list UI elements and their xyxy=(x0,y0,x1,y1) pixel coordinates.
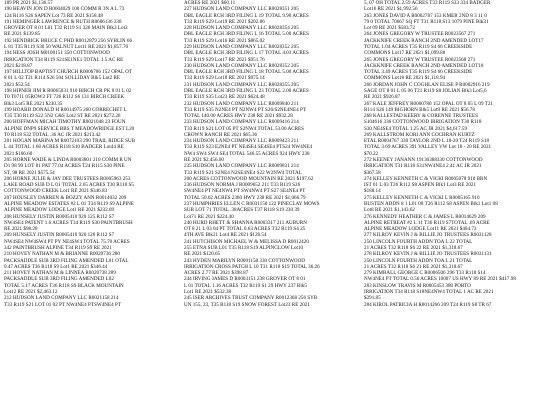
listing-line: DBL EAGLE RCH 3RD FILING L 16 TOTAL 5.00 ACRES xyxy=(184,31,309,38)
listing-line: IST 01 L 03 T26 R112 S8 ASPEN Blk1 Lot3 RE 2021 xyxy=(364,182,477,189)
listing-line: 245 ISER ARCHIVES TRUST COMPANY R0012368 256 SYB xyxy=(184,295,318,302)
listing-line: Lot16 RE 2021 $1,992.56 xyxy=(364,6,418,13)
listing-line: SAGE OT 8 01 L 05 06 T21 R119 S8 JOLIAN Blk3 Lot5,6 xyxy=(364,87,487,94)
listing-line: 21 ACRES T32 R118 S6 22 RE 2021 $1,318.67 xyxy=(364,244,463,251)
listing-line: TOTAL 5.17 ACRES T36 R118 S9 BLACK MOUNTAIN xyxy=(4,282,124,289)
listing-line: IRRIGATION CROSS PATCH L 10 T31 R118 S19 TOTAL 36.26 xyxy=(184,263,320,270)
listing-line: NW4SE4 PATENT 1.6 ACRES T34 R119 S30 PAINTBRUSH xyxy=(4,219,133,226)
listing-line: T33 R119 S21 LOT 01 02 PT NW4NE4 PTSW4NE4 PT xyxy=(4,301,121,308)
listing-line: 197 HILLTOP BAPTIST CHURCH R0006706 152 OPAL OT xyxy=(4,69,133,76)
listing-line: UN 155, 23, T35 R118 S19 SNOW FOREST Lot23 RE 2021 xyxy=(184,301,310,308)
listing-line: ETAL R0004767 330 TAYLOR 2ND L 18-20 T24 R119 S18 xyxy=(364,138,490,145)
listing-line: 250 LINCOLN FOURTH ADDN TOA L 21 TOTAL xyxy=(364,257,473,264)
listing-line: 267 KALE JEFFREY R0060780 152 OPAL OT 8 05 L 09 T21 xyxy=(364,100,493,107)
listing-line: RE 2021 $139.85 xyxy=(4,31,41,38)
listing-line: T0 T0711 05ROW2 FT 726 R112 S6 131 BIRCH CREEK xyxy=(4,94,125,101)
listing-line: 2021 $166.60 xyxy=(4,150,33,157)
listing-line: JACKKNIFE CREEK RANCH 2ND AMENDED LOT17 xyxy=(364,37,484,44)
listing-column-2 xyxy=(184,0,354,400)
listing-line: 265 JONES GREGORY W TRUSTEE R0023568 271 xyxy=(364,56,476,63)
listing-line: Lot71 RE 2021 $224.40 xyxy=(184,213,234,220)
listing-line: 240 HURD RHETT & SHANNA R0003317 211 AUBURN xyxy=(184,219,307,226)
listing-line: SUB LOT 71 TOTAL .38ACRES T37 R118 S19 230 39 xyxy=(184,207,300,214)
listing-line: 236 HUDSON NORMA J R0009652 211 T33 R119 S26 xyxy=(184,182,301,189)
listing-line: 79 0 TOTAL 70667 SQ FT T31 R118 S13 1079 PINE Blk31 xyxy=(364,18,489,25)
listing-line: TOTAL 50.02 ACRES 2360 HWY 238 RE 2021 $1,066.79 xyxy=(184,194,306,201)
listing-line: 2021 $218.87 xyxy=(4,62,33,69)
listing-line: ALPINE MEADOW ESTATES #2 L 01 T34 R119 S9 ALPINE xyxy=(4,201,135,207)
listing-line: T33 R119 S29 Lot18 RE 2021 $975.14 xyxy=(184,75,265,82)
listing-line: CROWN RANCH RE 2021 $65.36 xyxy=(184,131,258,138)
listing-line: T33 R119 S29 Lot17 RE 2021 $951.76 xyxy=(184,56,265,63)
listing-line: OT 8 21 L 03 04 PT TOTAL 0.63 ACRES T32 R119 S4 25 xyxy=(184,226,306,233)
listing-line: DBL EAGLE RCH 3RD FILING L 23 TOTAL 2.00 ACRES xyxy=(184,87,309,94)
listing-line: T33 R119 S29 Lot16 RE 2021 $865.02 xyxy=(184,37,265,44)
listing-line: 210 HOVEY NATHAN M & BRIANNE R0020736 280 xyxy=(4,251,120,258)
listing-column-3 xyxy=(364,0,534,400)
listing-line: PACKSADDLE SUB 3RD FILING AMENDED L01 OTAL xyxy=(4,257,129,264)
listing-line: 279 KIMBALL GEORGE C R0006506 296 T33 R118 S14 xyxy=(364,270,486,277)
listing-line: TOTAL 3.49 ACRES T35 R119 S4 66 CREEKSIDE xyxy=(364,69,473,76)
listing-line: NW4 SW4 SW4 SE4 TOTAL 546.55 ACRES 924 HWY 238 xyxy=(184,150,310,157)
listing-line: 232 HUDSON LAND COMPANY LLC R0009840 211 xyxy=(184,100,299,107)
listing-line: 283 KINSLOW TRAVIS M R0005453 380 PORTO xyxy=(364,282,471,289)
listing-line: L 44 TOTAL 1.68 ACRES R118 S10 BADGER Lot44 RE xyxy=(4,144,124,151)
listing-line: 231 HUDSON LAND COMPANY LLC R0028355 205 xyxy=(184,81,299,88)
listing-line: $291.85 xyxy=(364,295,381,302)
listing-line: ALPINE DNP9 SERVICE BBS T MEADOWRIDGE EST L20 xyxy=(4,125,135,132)
listing-line: 237 HUMPHRIES ELLEN C R0031150 122 PINECLAY MOWS xyxy=(184,201,320,207)
listing-line: 212 HUDSON LAND COMPANY LLC R0021158 214 xyxy=(4,295,119,302)
listing-line: L 01 TOTAL 1.16 ACRES T32 R119 S1 29 HWY 237 Blk5 xyxy=(184,282,307,289)
listing-line: Blk3 Lot5 RE 2021 $230.35 xyxy=(4,100,63,107)
listing-line: 268 KALLESTAD KEERY & CORENNE TRUSTEES xyxy=(364,113,478,120)
listing-line: 278 KILROY KEVIN J & BILLIE JO TRUSTEES R0031131 xyxy=(364,251,492,258)
listing-line: 21 ACRES T32 R118 S6 21 RE 2021 $1,318.67 xyxy=(364,263,463,270)
listing-line: 234 HUDSON LAND COMPANY LLC R0009423 211 xyxy=(184,138,299,145)
listing-line: 241 HUTCHISON MICHAEL W & MELISSA D R0012420 xyxy=(184,238,309,245)
listing-line: 2021 $52.54 xyxy=(4,81,30,88)
listing-line: T33 R119 S29 Lot19 RE 2021 $202.86 xyxy=(184,18,265,25)
listing-line: RE 2021 $98.28 xyxy=(4,226,38,233)
listing-line: LAKE ROAD SUB D L 01 TOTAL 2.65 ACRES T30 R118 S5 xyxy=(4,182,134,189)
listing-line: RE 2021 $2,456.00 xyxy=(184,157,224,164)
listing-line: SW4NE4 PT NE4NW4 PT SW4NW4 PT S27 SE4NE4 PT xyxy=(184,188,306,195)
listing-line: 233 HUDSON LAND COMPANY LLC R0009416 214 xyxy=(184,119,299,126)
listing-line: 189 PR 2021 $1,136.57 xyxy=(4,0,53,6)
listing-line: T33 R119 S21 LOT 05 PT S2NW4 TOTAL 53.00 ACRES xyxy=(184,125,305,132)
listing-line: DBL EAGLE RCH 3RD FILING L 19 TOTAL 9.90 ACRES xyxy=(184,12,309,19)
listing-line: 209 HUNSELY JUSTIN R0005410 920 126 R112 S7 xyxy=(4,232,115,239)
listing-line: PACKSADDLE SUB 3RD FILING AMENDED L02 xyxy=(4,276,114,283)
listing-line: TOTAL 3.69 ACRES 391 VALLEY VW Lot 18 - 20 RE 2021 xyxy=(364,144,492,151)
listing-line: 276 KENNEDY HEATHER C & JAMES L R0014629 209 xyxy=(364,213,486,220)
listing-line: 208 HUNSELY JUSTIN R0005410 920 125 R112 S7 xyxy=(4,213,115,220)
listing-line: COTTONWOOD CREEK Lot1 RE 2021 $346.83 xyxy=(4,188,108,195)
listing-line: 201 HOGAN MARINA M R0072103 290 TRAIL RIDGE SUB xyxy=(4,138,136,145)
listing-line: T0 R118 S32 TOTAL .36 AC JR 2021 $213.42 xyxy=(4,131,101,138)
listing-line: 230 HUDSON LAND COMPANY LLC R0028352 205 xyxy=(184,62,299,69)
listing-line: 205 HORNE WADE & LINDA R0003801 210 COMM R UN xyxy=(4,157,132,164)
listing-line: 8 01 L 02 T21 R114 S26 504 SOLLIDAY Blk5 Lot2 RE xyxy=(4,75,120,82)
listing-line: 200 HOFFMAN MICAH TIMOTHY R0021048 23 FOUN xyxy=(4,119,126,126)
listing-line: RE 2021 $120.65 xyxy=(184,251,221,258)
listing-line: T33 R119 S23 E2NE4 PT NE4SE4 SE4SE4 PTS24 NW4NE4 xyxy=(184,144,313,151)
listing-line: 199 HOARD DONALD H R0014975 260 CORRECHET L xyxy=(4,106,127,113)
listing-line: TOTAL 1.04 ACRES T35 R119 S4 66 CREEKSIDE xyxy=(364,43,473,50)
listing-line: 211 HOVEY NATHAN M & LINNEA R0020738 289 xyxy=(4,270,116,277)
listing-line: T33 R119 S21 S2NE4 N2SE4NE4 S22 W2NW4 TOTAL xyxy=(184,169,302,176)
listing-line: 191 HEMINGER LAWRENCE & RUTH R0606136 238 xyxy=(4,18,122,25)
listing-line: 274 KELLEY KENNETH C & VICKI R0005078 910 BRN xyxy=(364,175,488,182)
listing-line: 194 HESS JOSH M0100151 350 COTTONWOOD xyxy=(4,50,110,57)
listing-column-1 xyxy=(4,0,174,400)
listing-line: 206 HORNE JULIE & JAY DEE TRUSTEES R0005963 253 xyxy=(4,175,131,182)
listing-line: Lot 09 RE 2021 $583.72 xyxy=(364,25,415,32)
listing-line: Lot12 RE 2021 $2,463.12 xyxy=(4,288,58,295)
listing-line: ACRES RE 2021 $60.11 xyxy=(184,0,236,6)
listing-line: ALPINE MEADOW LODGE Lot11 RE 2021 $404.73 xyxy=(364,226,477,233)
listing-line: $367.58 xyxy=(364,169,381,176)
listing-line: 266 JORDAN JOHN C COGHLAN ELISE P R0002916 219 xyxy=(364,81,490,88)
listing-line: T33 R119 S35 Lot23 RE 2021 $624.48 xyxy=(184,94,265,101)
listing-line: 192 HENDRICK BRUCE C PHD R0012879 256 SYBLIN 66 xyxy=(4,37,133,44)
listing-line: D1 98 99 LOT 81 PAT 77.04 ACRES T24 R115 S30 PINE xyxy=(4,163,125,170)
listing-line: JACKKNIFE CREEK RANCH 2ND AMENDED LOT18 xyxy=(364,62,484,69)
listing-line: DBL EAGLE RCH 3RD FILING L 18 TOTAL 5.00 ACRES xyxy=(184,69,309,76)
listing-line: S104616 336 COTTONWOOD IRRIGATION T30 R118 xyxy=(364,119,482,126)
listing-line: TOTAL 140.00 ACRES HWY 238 RE 2021 $932.28 xyxy=(184,113,293,120)
listing-line: T33 R119 S35 N2NE4 PT N2NW4 PT S26/S2NE4NE4 PT xyxy=(184,106,306,113)
listing-line: 263 JONES DAVID A R0002787 153 KMER 2ND 8 3 11 0 xyxy=(364,12,487,19)
listing-line: 275 KELLEY KENNETH C & VICKI L R0005165 910 xyxy=(364,194,480,201)
listing-line: COMMONS Lot17 RE 2021 $1,099.80 xyxy=(364,50,446,57)
listing-line: 200 ACRES COTTONWOOD MOUNTAIN RE 2021 $197.62 xyxy=(184,175,314,182)
listing-line: 250 LINCOLN FOURTH ADDN TOA L 22 TOTAL xyxy=(364,238,473,245)
listing-line: 277 KILROY KEVIN J & BILLIE JO TRUSTEES R0031128 xyxy=(364,232,492,239)
listing-line: 198 HIPNER JIM R R0065031 910 BIRCH CR PK 8 01 L 02 xyxy=(4,87,132,94)
listing-line: IRRIGATION T31 R118 S31NW4NE4 2.41 AC JR 2021 xyxy=(364,163,482,170)
listing-line: GROVER OT 8 01 L01 T32 R119 S1 326 MAIN Blk3 Lot3 xyxy=(4,25,128,32)
listing-line: 227 HUDSON LAND COMPANY LLC R0028351 205 xyxy=(184,6,299,13)
listing-line: 5, 07 OH TOTAL 2.59 ACRES T33 R119 S33 334 BADGER xyxy=(364,0,491,6)
listing-line: ALPINE RETREAT #2 L 11 T36 R119 S7TOTAL .69 ACRE xyxy=(364,219,490,226)
listing-line: 269 KALLSTROM KORI ANN COCHRAN KURTZ xyxy=(364,131,475,138)
listing-line: RE 2021 $926.87 xyxy=(364,94,401,101)
listing-line: 0.47 ACRES T36 R118 S9 Lot1 RE 2021 $346.44 xyxy=(4,263,108,270)
listing-line: T35 T30 R119 S22 5N2 C&S Lot2 ST RE 2021 $272.26 xyxy=(4,113,121,120)
listing-line: R114 S26 149 BIGHORN Blk5 Lot9 RE 2021 $56.78 xyxy=(364,106,475,113)
listing-line: 228 HUDSON LAND COMPANY LLC R0028354 205 xyxy=(184,25,299,32)
listing-line: NW4SE4 NW4SW4 PT PY NE4SW4 TOTAL 75.70 ACRES xyxy=(4,238,130,245)
listing-line: 244 IRVING JAMES D R0003151 238 GROVER OT 8 01 xyxy=(184,276,306,283)
listing-line: IRRIGATION T34 R119 S21SE1NE1 TOTAL 1.5 AC RE xyxy=(4,56,124,63)
listing-line: 207 HOUSLEY DARREN & BOZZY ANN R0014032 209 xyxy=(4,194,127,201)
listing-line: S30 NE4SE4 TOTAL 1.25 AC JR 2021 $4,617.59 xyxy=(364,125,468,132)
listing-line: ALPINE MEADOW LODGE Lot1 RE 2021 $232.69 xyxy=(4,207,115,214)
listing-line: L 81 T35 R119 S30 50 WALNUT Lot11 RE 2021 $1,857.70 xyxy=(4,43,129,50)
listing-line: $70.22 xyxy=(364,150,379,157)
listing-line: 342 PAINTBRUSH ALPINE T34 R119 S9 RE 2021 xyxy=(4,244,112,251)
listing-line: COMMONS Lot18 RE 2021 $1,118.94 xyxy=(364,75,446,82)
listing-line: 264 JONES GREGORY W TRUSTEE R0023567 271 xyxy=(364,31,476,38)
listing-line: ACRES 2.77 RE 2021 $398.87 xyxy=(184,270,249,277)
listing-line: Lot1 RE 2021 $532.38 xyxy=(184,288,232,295)
listing-line: DBL EAGLE RCH 3RD FILING L 17 TOTAL 4.03 ACRES xyxy=(184,50,309,57)
listing-line: Lot8 RE 2021 $1,143.62 xyxy=(364,207,415,214)
listing-line: BUSTEN ADDN 8 1 L01 08 T26 R112 S8 ASPEN Blk1 Lot1 08 xyxy=(364,201,498,207)
listing-line: ST, 98 RE 2021 $575.54 xyxy=(4,169,55,176)
listing-line: $188.14 xyxy=(364,188,381,195)
listing-line: 190 HEAVIN JON D R0604029 100 COMM R 3N A L 73 xyxy=(4,6,125,13)
listing-line: 124 R116 S26 SAPEN Lot 73 RE 2021 $158.48 xyxy=(4,12,103,19)
listing-line: 235 HUDSON LAND COMPANY LLC R0009831 214 xyxy=(184,163,299,170)
listing-line: 284 KIROL PATRICIA H R0014266 209 T24 R119 S8 TR 67 xyxy=(364,301,492,308)
listing-line: 243 HYDEN MARILYN R0001158 330 COTTONWOOD xyxy=(184,257,305,264)
listing-line: 272 KEENEY JANANN 19130388330 COTTONWOOD xyxy=(364,157,483,164)
listing-line: IRRIGATION T34 R118 S18NE4NW4 TOTAL 1 AC RE 2021 xyxy=(364,288,494,295)
listing-line: 229 HUDSON LAND COMPANY LLC R0028352 205 xyxy=(184,43,299,50)
listing-line: 4TH AVE Blk21 Lot4 RE 2021 $128.54 xyxy=(184,232,267,239)
listing-line: NW4NE4 PT TOTAL 0.56 ACRES 10007 US HWY 89 RE 2021 $417.98 xyxy=(364,276,516,283)
listing-line: 255 ETNA SUB L01 T35 R118 S19 ALPINGLOW Lot10 xyxy=(184,244,304,251)
